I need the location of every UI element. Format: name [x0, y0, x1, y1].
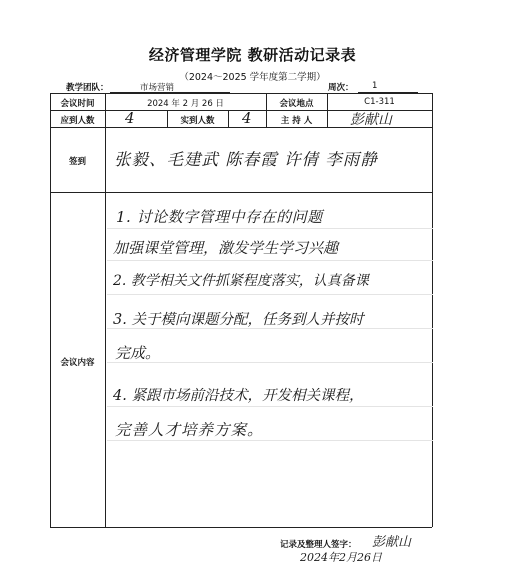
week-value: 1 [372, 81, 378, 91]
content-line: 3. 关于模向课题分配，任务到人并按时 [113, 312, 364, 328]
content-line: 2. 教学相关文件抓紧程度落实，认真备课 [113, 273, 369, 289]
recorder-label: 记录及整理人签字： [280, 540, 357, 550]
team-label: 教学团队： [66, 83, 109, 93]
ruled-line [107, 406, 433, 407]
label-column-divider [105, 93, 106, 527]
host-signature: 彭献山 [350, 112, 392, 128]
signin-label: 签到 [68, 157, 86, 167]
meeting-time-value: 2024 年 2 月 26 日 [147, 99, 224, 109]
meeting-time-label: 会议时间 [60, 99, 95, 109]
host-label: 主 持 人 [280, 116, 313, 126]
content-line: 4. 紧跟市场前沿技术，开发相关课程， [113, 388, 364, 404]
row-divider [50, 192, 432, 193]
recorder-signature: 彭献山 [372, 535, 412, 550]
actual-count-value: 4 [242, 109, 252, 127]
expected-count-label: 应到人数 [60, 116, 95, 126]
expected-count-value: 4 [125, 109, 135, 127]
ruled-line [107, 440, 433, 441]
content-line: 1. 讨论数字管理中存在的问题 [116, 208, 323, 226]
content-line: 完善人才培养方案。 [115, 421, 264, 439]
table-border-right [432, 93, 433, 527]
signin-names: 张毅、毛建武 陈春霞 许倩 李雨静 [114, 150, 378, 169]
recorder-date: 2024年2月26日 [300, 551, 382, 564]
meeting-content-label: 会议内容 [60, 358, 95, 368]
actual-count-label: 实到人数 [180, 116, 215, 126]
table-border-bottom [50, 527, 432, 528]
page-title: 经济管理学院 教研活动记录表 [148, 46, 357, 64]
ruled-line [107, 294, 433, 295]
col-divider [228, 110, 229, 127]
table-border-top [50, 93, 432, 94]
meeting-place-value: C1-311 [364, 97, 395, 107]
ruled-line [107, 260, 433, 261]
content-line: 加强课堂管理，激发学生学习兴趣 [113, 239, 339, 257]
semester-subtitle: （2024～2025 学年度第二学期） [179, 72, 326, 83]
meeting-place-label: 会议地点 [279, 99, 314, 109]
week-label: 周次： [328, 83, 354, 93]
ruled-line [107, 228, 433, 229]
content-line: 完成。 [115, 344, 161, 362]
team-value: 市场营销 [140, 83, 175, 93]
